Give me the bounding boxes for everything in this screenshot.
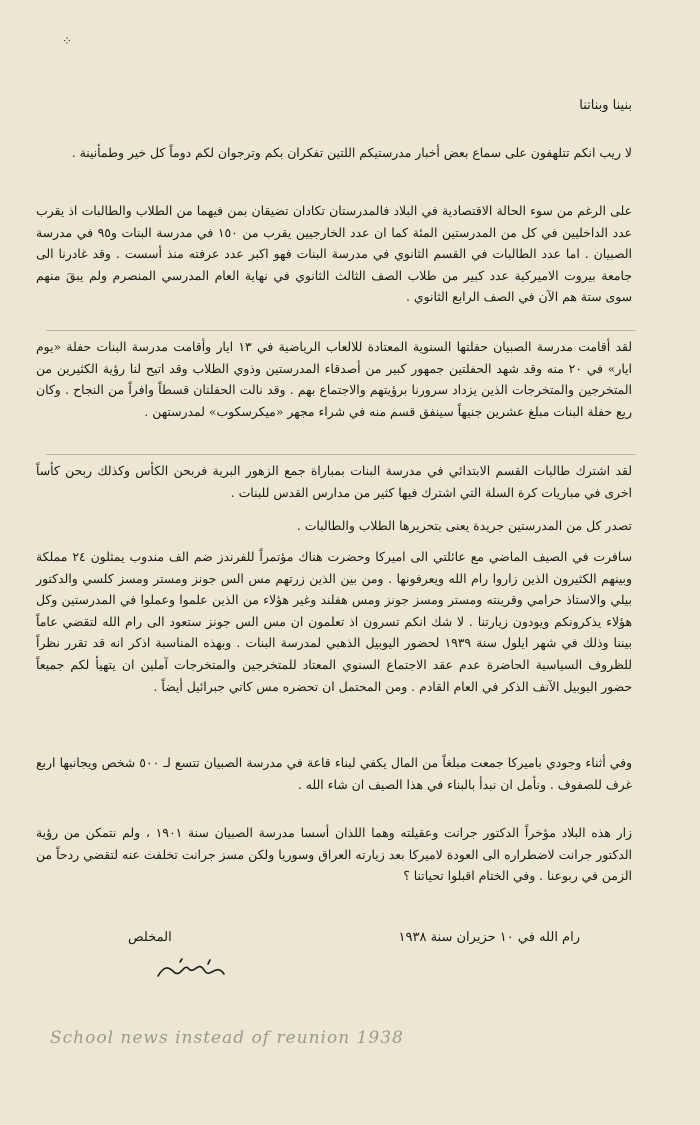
paragraph-1: لا ريب انكم تتلهفون على سماع بعض أخبار مدرستيكم اللتين تفكران بكم وترجوان لكم دوماً كل خير وطمأنينة . (71, 145, 632, 160)
signature (150, 958, 230, 984)
salutation: بنينا وبناتنا (579, 98, 632, 113)
letter-date: رام الله في ١٠ حزيران سنة ١٩٣٨ (398, 930, 580, 945)
paragraph-6: سافرت في الصيف الماضي مع عائلتي الى اميركا وحضرت هناك مؤتمراً للفرندز ضم الف مندوب يمثلون ٢٤ مملكة وبينهم الكثيرون الذين زاروا رام الله ويعرفونها . ومن بين الذين زرتهم مس الس جونز ومستر ومسز كلسي والدكتور بيلي والاستاذ حرامي وقرينته ومستر ومسز جونز ومس هفلند وغير هؤلاء من الذين علموا وعملوا في المدرستين وكل هؤلاء يذكرونكم ويودون زيارتنا . لا شك انكم تسرون اذ تعلمون ان مس الس جونز ستعود الى رام الله لتقضي عاماً بيننا وذلك في شهر ايلول سنة ١٩٣٩ لحضور اليوبيل الذهبي لمدرسة البنات . وبهذه المناسبة اذكر انه قد تقرر نظراً للظروف السياسية الحاضرة عدم عقد الاجتماع السنوي المعتاد للمتخرجين والمتخرجات آملين ان يتهيأ لكم جميعاً حضور اليوبيل الآنف الذكر في العام القادم . ومن المحتمل ان تحضره مس كاتي جبرائيل أيضاً . (36, 549, 632, 694)
paragraph-3: لقد أقامت مدرسة الصبيان حفلتها السنوية المعتادة للالعاب الرياضية في ١٣ ايار وأقامت مدرسة البنات حفلة «يوم ايار» في ٢٠ منه وقد شهد الحفلتين جمهور كبير من أصدقاء المدرستين وذوي الطلاب وقد اتيح لنا رؤية الكثيرين من المتخرجين والمتخرجات الذين يزداد سرورنا برؤيتهم والاجتماع بهم . وقد نالت الحفلتان قسطاً وافراً من النجاح . وكان ريع حفلة البنات مبلغ عشرين جنيهاً سينفق قسم منه في شراء مجهر «ميكرسكوب» لمدرستهن . (36, 339, 632, 419)
paragraph-2: على الرغم من سوء الحالة الاقتصادية في البلاد فالمدرستان تكادان تضيقان بمن فيهما من الطلاب والطالبات اذ يقرب عدد الداخليين في كل من المدرستين المئة كما ان عدد الخارجيين يقرب من ١٥٠ في مدرسة البنات و٩٥ في مدرسة الصبيان . اما عدد الطالبات في القسم الثانوي في مدرسة البنات فهو اكبر عدد عرفته منذ أسست . وقد غادرنا الى جامعة بيروت الاميركية عدد كبير من طلاب الصف الثالث الثانوي في نهاية العام المدرسي المنصرم ولم يبقَ منهم سوى ستة هم الآن في الصف الرابع الثانوي . (36, 203, 633, 305)
paragraph-7: وفي أثناء وجودي باميركا جمعت مبلغاً من المال يكفي لبناء قاعة في مدرسة الصبيان تتسع لـ ٥٠٠ شخص ويجانبها اربع غرف للصفوف . ونأمل ان نبدأ بالبناء في هذا الصيف ان شاء الله . (36, 755, 632, 792)
pencil-annotation: School news instead of reunion 1938 (50, 1028, 404, 1048)
paragraph-5: تصدر كل من المدرستين جريدة يعنى بتحريرها الطلاب والطالبات . (296, 518, 632, 533)
divider (46, 454, 636, 455)
divider (46, 330, 636, 331)
paragraph-8: زار هذه البلاد مؤخراً الدكتور جرانت وعقيلته وهما اللذان أسسا مدرسة الصبيان سنة ١٩٠١ ، ولم نتمكن من رؤية الدكتور جرانت لاضطراره الى العودة لاميركا بعد زيارته العراق وسوريا ولكن مسز جرانت تخلفت عنه لتقضي ردحاً من الزمن في ربوعنا . وفي الختام اقبلوا تحياتنا ؟ (36, 825, 632, 884)
closing: المخلص (128, 930, 172, 945)
paragraph-4: لقد اشترك طالبات القسم الابتدائي في مدرسة البنات بمباراة جمع الزهور البرية فربحن الكأس وكذلك ربحن كأساً اخرى في مباريات كرة السلة التي اشترك فيها كثير من مدارس القدس للبنات . (36, 463, 632, 500)
ink-specks: ⁘ (62, 34, 73, 48)
